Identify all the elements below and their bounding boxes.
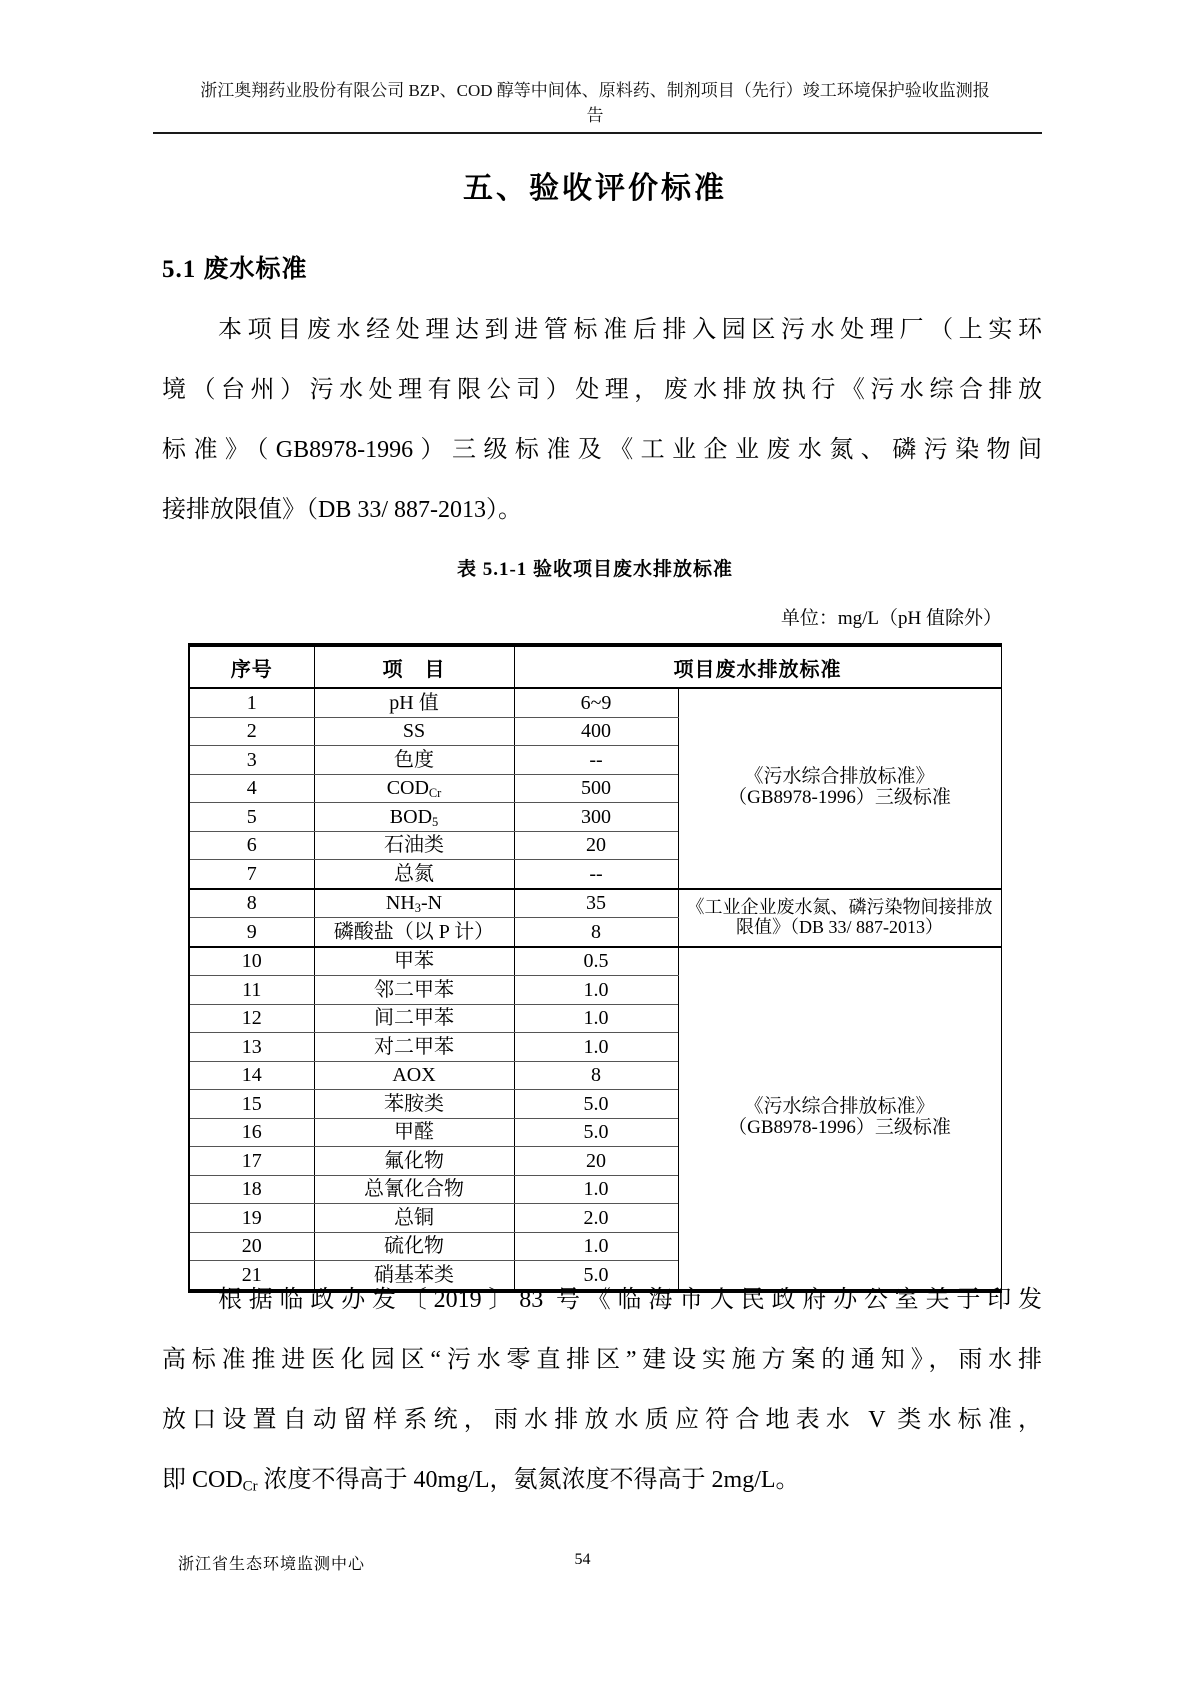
table-cell-item: 石油类 [314, 831, 514, 860]
standard-line: 《工业企业废水氮、磷污染物间接排放 [686, 896, 993, 917]
chapter-title: 五、验收评价标准 [463, 172, 727, 205]
subscript: Cr [428, 786, 442, 801]
wastewater-standards-table [188, 643, 1002, 1293]
table-cell-value: 1.0 [514, 1232, 678, 1261]
table-cell-standard [678, 688, 1001, 889]
table-cell-value: 35 [514, 889, 678, 918]
table-cell-no: 11 [189, 976, 314, 1005]
table-cell-no: 15 [189, 1090, 314, 1119]
table-cell-value: 300 [514, 803, 678, 832]
table-cell-no: 13 [189, 1033, 314, 1062]
table-row [189, 688, 1001, 717]
table-cell-value: 1.0 [514, 1175, 678, 1204]
table-row [189, 947, 1001, 976]
table-cell-value: 1.0 [514, 976, 678, 1005]
table-cell-no: 4 [189, 774, 314, 803]
wastewater-standards-table-wrap [188, 643, 1002, 1293]
subscript: 3 [414, 901, 421, 916]
standard-line: （GB8978-1996）三级标准 [728, 1117, 951, 1138]
table-cell-no: 17 [189, 1147, 314, 1176]
table-cell-no: 6 [189, 831, 314, 860]
table-cell-item: 总铜 [314, 1204, 514, 1233]
table-cell-value: 400 [514, 717, 678, 746]
table-cell-value: 500 [514, 774, 678, 803]
table-cell-item: $BOD_5$ [314, 803, 514, 832]
table-cell-no: 1 [189, 688, 314, 717]
paragraph-line: 境（台州）污水处理有限公司）处理，废水排放执行《污水综合排放 [162, 377, 1042, 403]
table-row [189, 889, 1001, 918]
table-cell-value: 8 [514, 1061, 678, 1090]
table-cell-item: 苯胺类 [314, 1090, 514, 1119]
paragraph-line: 接排放限值》（DB 33/ 887-2013）。 [162, 497, 522, 523]
table-cell-item: 氟化物 [314, 1147, 514, 1176]
section-heading: 5.1 废水标准 [162, 256, 308, 283]
table-header-row [189, 645, 1001, 688]
intro-paragraph [162, 300, 1042, 540]
table-cell-value: 20 [514, 1147, 678, 1176]
table-cell-item: 甲醛 [314, 1118, 514, 1147]
table-cell-standard [678, 889, 1001, 947]
table-cell-no: 2 [189, 717, 314, 746]
table-cell-item: 间二甲苯 [314, 1004, 514, 1033]
table-cell-value: -- [514, 746, 678, 775]
table-cell-no: 21 [189, 1261, 314, 1291]
running-header [150, 78, 1040, 128]
header-cell-no: 序号 [189, 645, 314, 688]
header-cell-item: 项 目 [314, 645, 514, 688]
paragraph-line: 根据临政办发〔2019〕83 号《临海市人民政府办公室关于印发 [218, 1287, 1042, 1313]
table-caption: 表 5.1-1 验收项目废水排放标准 [456, 559, 734, 580]
table-cell-value: 6~9 [514, 688, 678, 717]
table-cell-item: 对二甲苯 [314, 1033, 514, 1062]
table-cell-value: 1.0 [514, 1004, 678, 1033]
table-cell-no: 8 [189, 889, 314, 918]
table-cell-value: 2.0 [514, 1204, 678, 1233]
table-cell-no: 16 [189, 1118, 314, 1147]
paragraph-line: 本项目废水经处理达到进管标准后排入园区污水处理厂（上实环 [218, 317, 1042, 343]
footer-page-number: 54 [574, 1551, 591, 1568]
table-cell-item: 磷酸盐（以 P 计） [314, 918, 514, 947]
standard-line: 《污水综合排放标准》 [744, 766, 935, 788]
table-cell-item: 邻二甲苯 [314, 976, 514, 1005]
table-cell-value: -- [514, 860, 678, 889]
table-cell-value: 0.5 [514, 947, 678, 976]
table-cell-value: 5.0 [514, 1261, 678, 1291]
paragraph-line: 高标准推进医化园区“污水零直排区”建设实施方案的通知》，雨水排 [162, 1347, 1042, 1373]
table-cell-no: 7 [189, 860, 314, 889]
table-cell-item: 硫化物 [314, 1232, 514, 1261]
table-cell-item: 甲苯 [314, 947, 514, 976]
table-cell-standard [678, 947, 1001, 1291]
table-cell-item: AOX [314, 1061, 514, 1090]
subscript: 5 [432, 814, 439, 829]
table-cell-no: 12 [189, 1004, 314, 1033]
paragraph-line: 即 $COD_{Cr}$ 浓度不得高于 40mg/L，氨氮浓度不得高于 2mg/L。 [162, 1467, 800, 1495]
table-cell-item: $COD_{Cr}$ [314, 774, 514, 803]
table-cell-item: SS [314, 717, 514, 746]
table-cell-value: 1.0 [514, 1033, 678, 1062]
table-cell-no: 9 [189, 918, 314, 947]
table-cell-no: 5 [189, 803, 314, 832]
paragraph-line: 放口设置自动留样系统，雨水排放水质应符合地表水 V 类水标准， [162, 1407, 1042, 1433]
header-rule [153, 132, 1042, 134]
table-cell-no: 20 [189, 1232, 314, 1261]
table-cell-value: 8 [514, 918, 678, 947]
table-cell-value: 5.0 [514, 1090, 678, 1119]
running-header-line-2: 告 [586, 106, 604, 125]
table-cell-no: 19 [189, 1204, 314, 1233]
table-cell-item: pH 值 [314, 688, 514, 717]
header-cell-standard: 项目废水排放标准 [514, 645, 1001, 688]
standard-line: （GB8978-1996）三级标准 [728, 787, 951, 809]
table-cell-value: 20 [514, 831, 678, 860]
rainwater-paragraph [162, 1270, 1042, 1510]
table-cell-value: 5.0 [514, 1118, 678, 1147]
paragraph-line: 标准》（GB8978-1996）三级标准及《工业企业废水氮、磷污染物间 [162, 437, 1042, 463]
table-unit-note: 单位：mg/L（pH 值除外） [780, 608, 1002, 629]
running-header-line-1: 浙江奥翔药业股份有限公司 BZP、COD 醇等中间体、原料药、制剂项目（先行）竣工环境保护验收监测报 [200, 81, 990, 100]
table-cell-item: 硝基苯类 [314, 1261, 514, 1291]
table-cell-no: 14 [189, 1061, 314, 1090]
table-cell-no: 3 [189, 746, 314, 775]
table-cell-item: 总氰化合物 [314, 1175, 514, 1204]
footer-organization: 浙江省生态环境监测中心 [178, 1556, 366, 1573]
subscript: Cr [242, 1478, 258, 1495]
table-cell-item: 总氮 [314, 860, 514, 889]
table-cell-no: 10 [189, 947, 314, 976]
table-cell-no: 18 [189, 1175, 314, 1204]
table-cell-item: $NH_3-N$ [314, 889, 514, 918]
table-cell-item: 色度 [314, 746, 514, 775]
standard-line: 《污水综合排放标准》 [744, 1096, 935, 1118]
standard-line: 限值》（DB 33/ 887-2013） [736, 916, 943, 937]
